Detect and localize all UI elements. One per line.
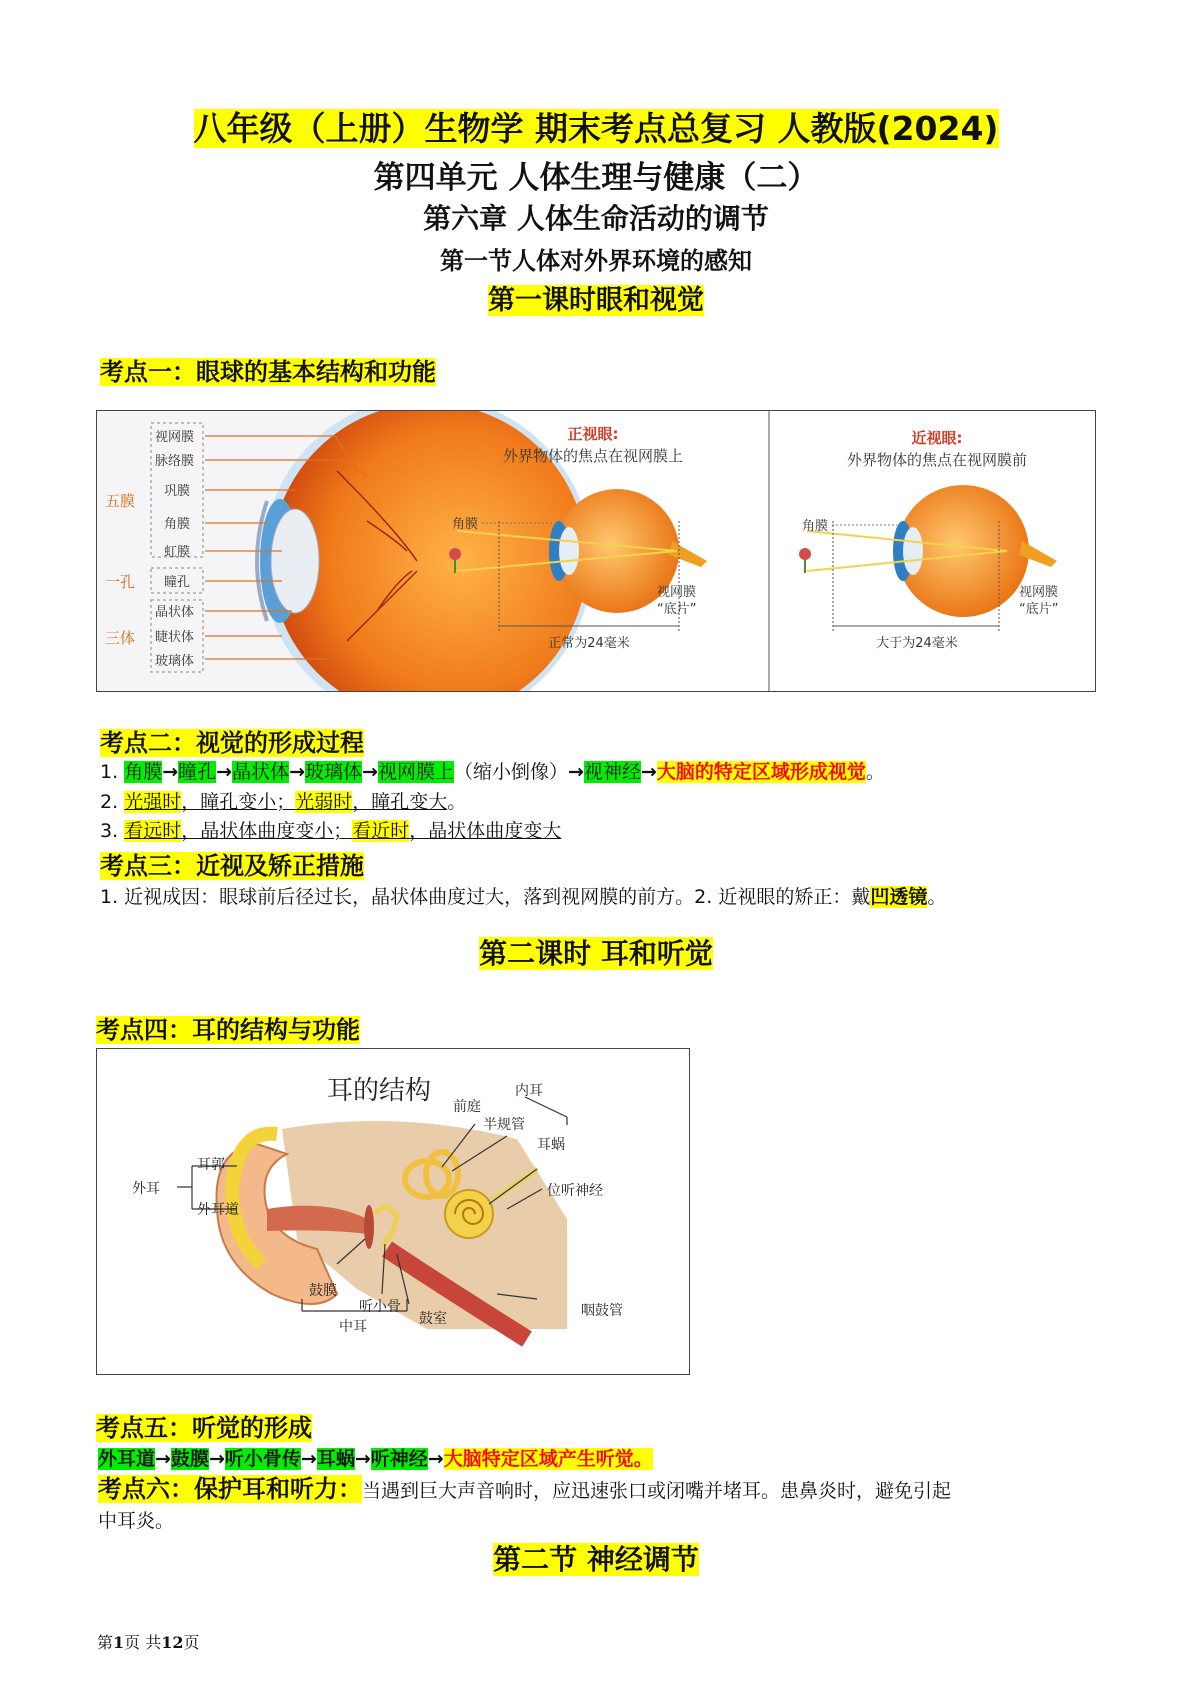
label-eustachian-tube: 咽鼓管	[581, 1303, 623, 1319]
label-ear-canal: 外耳道	[197, 1202, 239, 1218]
part-label: 睫状体	[155, 630, 195, 645]
kp2-line-2: 2. 光强时，瞳孔变小；光弱时，瞳孔变大。	[100, 791, 467, 813]
part-label: 瞳孔	[164, 575, 191, 590]
group-three-label: 三体	[105, 629, 136, 647]
ear-figure	[96, 1048, 690, 1375]
part-label: 玻璃体	[155, 654, 195, 669]
part-label: 巩膜	[164, 484, 191, 499]
document-title: 八年级（上册）生物学 期末考点总复习 人教版(2024)	[193, 109, 999, 148]
ear-figure-title: 耳的结构	[327, 1076, 432, 1106]
cochlea-shape	[445, 1190, 493, 1238]
myopia-eye-panel	[799, 429, 1058, 651]
myopia-length-label: 大于为24毫米	[876, 636, 958, 651]
myopia-cornea-label: 角膜	[802, 519, 829, 534]
section-heading: 第一节人体对外界环境的感知	[440, 247, 752, 275]
label-pinna: 耳郭	[197, 1157, 225, 1173]
part-label: 视网膜	[155, 430, 195, 445]
label-tympanic-cavity: 鼓室	[419, 1311, 447, 1327]
kp5-heading: 考点五：听觉的形成	[96, 1414, 312, 1442]
label-outer-ear: 外耳	[132, 1181, 160, 1197]
label-inner-ear: 内耳	[515, 1083, 543, 1099]
myopia-eye-title: 近视眼:	[911, 429, 963, 447]
part-label: 脉络膜	[155, 454, 195, 469]
normal-length-label: 正常为24毫米	[548, 636, 630, 651]
kp4-heading: 考点四：耳的结构与功能	[96, 1016, 360, 1044]
eye-figure	[96, 410, 1096, 692]
myopia-film-label: “底片”	[1019, 602, 1059, 617]
group-one-label: 一孔	[105, 573, 136, 591]
label-vestibule: 前庭	[453, 1099, 481, 1115]
label-cochlea: 耳蜗	[537, 1137, 565, 1153]
normal-film-label: “底片”	[657, 602, 697, 617]
ear-diagram	[97, 1049, 689, 1374]
kp3-text: 1. 近视成因：眼球前后径过长，晶状体曲度过大，落到视网膜的前方。2. 近视眼的矫正：戴凹透镜。	[100, 886, 947, 908]
normal-eye-title: 正视眼:	[567, 425, 619, 443]
part-label: 虹膜	[164, 545, 191, 560]
lesson2-heading: 第二课时 耳和听觉	[479, 937, 713, 970]
eardrum-shape	[364, 1205, 374, 1249]
label-semicircular-canals: 半规管	[483, 1117, 525, 1133]
section2-heading: 第二节 神经调节	[493, 1543, 699, 1576]
label-ossicles: 听小骨	[359, 1299, 401, 1315]
label-auditory-nerve: 位听神经	[547, 1183, 603, 1199]
group-five-label: 五膜	[105, 492, 136, 510]
myopia-eye-desc: 外界物体的焦点在视网膜前	[846, 451, 1028, 469]
kp2-line-3: 3. 看远时，晶状体曲度变小；看近时，晶状体曲度变大	[100, 820, 562, 842]
kp1-heading: 考点一：眼球的基本结构和功能	[100, 358, 436, 386]
kp2-heading: 考点二：视觉的形成过程	[100, 729, 364, 757]
normal-retina-label: 视网膜	[657, 585, 697, 600]
kp5-chain: 外耳道→鼓膜→听小骨传→耳蜗→听神经→大脑特定区域产生听觉。	[98, 1448, 653, 1470]
label-middle-ear: 中耳	[339, 1319, 367, 1335]
page-footer: 第1页 共12页	[97, 1633, 200, 1652]
label-eardrum: 鼓膜	[309, 1283, 337, 1299]
part-label: 晶状体	[155, 605, 195, 620]
chapter-heading: 第六章 人体生命活动的调节	[423, 202, 769, 235]
lens-shape	[271, 509, 319, 613]
normal-cornea-label: 角膜	[452, 517, 479, 532]
lesson-heading: 第一课时眼和视觉	[488, 285, 704, 316]
unit-heading: 第四单元 人体生理与健康（二）	[373, 160, 819, 196]
kp3-heading: 考点三：近视及矫正措施	[100, 852, 364, 880]
eye-diagram	[97, 411, 1095, 691]
myopia-retina-label: 视网膜	[1019, 585, 1059, 600]
kp2-line-1: 1. 角膜→瞳孔→晶状体→玻璃体→视网膜上（缩小倒像）→视神经→大脑的特定区域形成视觉。	[100, 761, 885, 783]
part-label: 角膜	[164, 517, 191, 532]
normal-eye-desc: 外界物体的焦点在视网膜上	[502, 447, 684, 465]
kp6-paragraph: 考点六：保护耳和听力：当遇到巨大声音响时，应迅速张口或闭嘴并堵耳。患鼻炎时，避免引起 中耳炎。	[98, 1475, 952, 1532]
